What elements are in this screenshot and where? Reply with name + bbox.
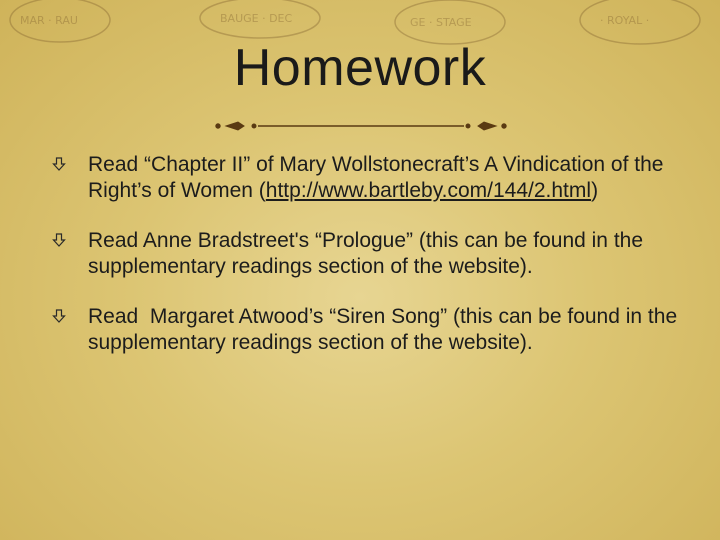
down-arrow-icon — [52, 309, 66, 323]
down-arrow-icon — [52, 157, 66, 171]
list-item — [52, 152, 692, 204]
svg-text:GE · STAGE: GE · STAGE — [410, 16, 472, 29]
svg-text:· ROYAL ·: · ROYAL · — [600, 14, 650, 27]
list-item — [52, 228, 692, 280]
bullet-text-suffix: ) — [591, 179, 599, 202]
chapter-link[interactable]: http://www.bartleby.com/144/2.html — [265, 179, 592, 202]
bullet-text: Read “Chapter II” of Mary Wollstonecraft’s A Vindication of the Right’s of Women ( — [88, 153, 664, 202]
bullet-text: Read Anne Bradstreet's “Prologue” (this can be found in the supplementary readings section of the website). — [88, 229, 644, 278]
homework-list — [52, 152, 692, 380]
svg-text:MAR · RAU: MAR · RAU — [20, 14, 78, 27]
down-arrow-icon — [52, 233, 66, 247]
svg-text:BAUGE · DEC: BAUGE · DEC — [220, 12, 293, 25]
slide-title: Homework — [233, 39, 487, 97]
bullet-text: Read Margaret Atwood’s “Siren Song” (this can be found in the supplementary readings section of the website). — [88, 305, 683, 354]
ornamental-divider — [214, 118, 508, 134]
list-item — [52, 304, 692, 356]
